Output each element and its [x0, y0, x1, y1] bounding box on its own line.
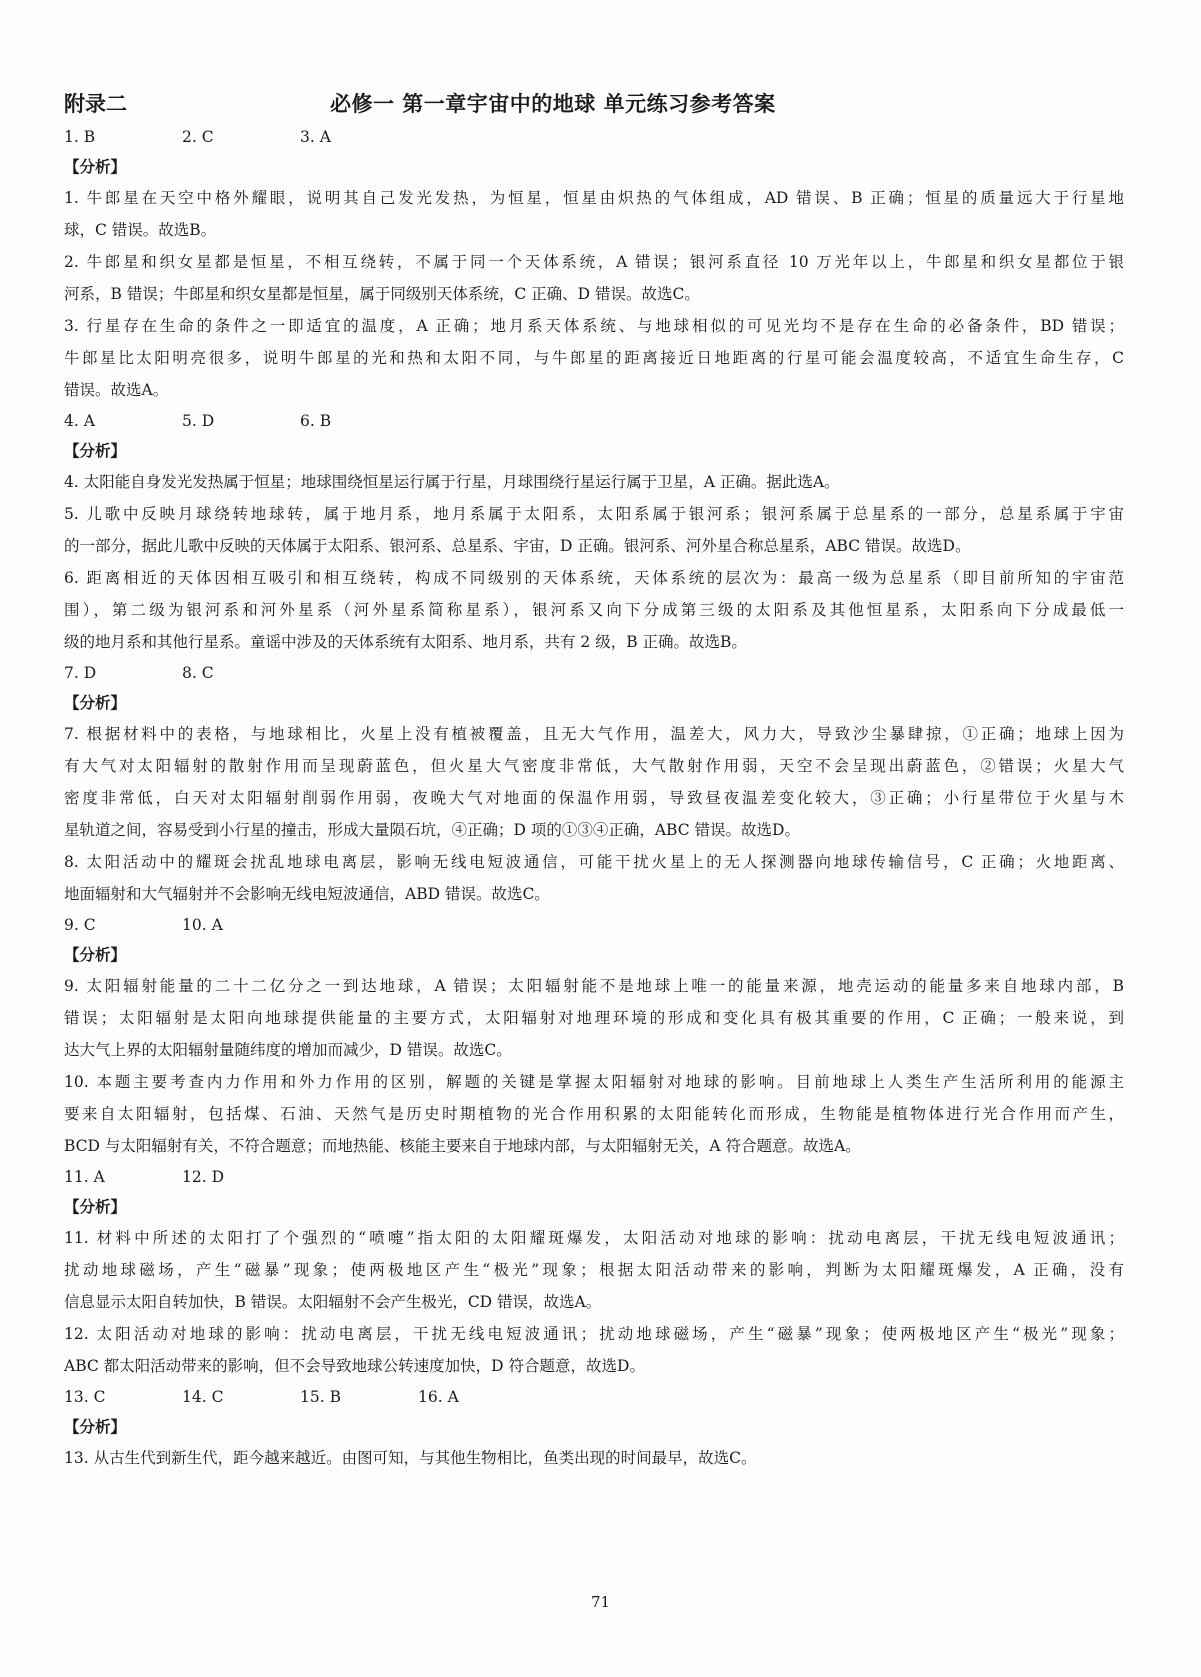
analysis-label: 【分析】 [64, 441, 127, 460]
answer-item: 11. A [64, 1168, 105, 1186]
answers-row [64, 910, 1124, 940]
answer-item: 5. D [182, 412, 215, 430]
explanation-paragraph [64, 246, 1124, 310]
paragraph-line: 错误。故选A。 [64, 381, 169, 399]
paragraph-line: 牛郎星比太阳明亮很多，说明牛郎星的光和热和太阳不同，与牛郎星的距离接近日地距离的行星可能会温度较高，不适宜生命生存，C [64, 349, 1124, 367]
paragraph-line: BCD 与太阳辐射有关，不符合题意；而地热能、核能主要来自于地球内部，与太阳辐射无关，A 符合题意。故选A。 [64, 1137, 861, 1155]
paragraph-line: 河系，B 错误；牛郎星和织女星都是恒星，属于同级别天体系统，C 正确、D 错误。故选C。 [64, 285, 700, 303]
paragraph-line: 8. 太阳活动中的耀斑会扰乱地球电离层，影响无线电短波通信，可能干扰火星上的无人探测器向地球传输信号，C 正确；火地距离、 [64, 853, 1124, 871]
paragraph-line: 2. 牛郎星和织女星都是恒星，不相互绕转，不属于同一个天体系统，A 错误；银河系直径 10 万光年以上，牛郎星和织女星都位于银 [64, 253, 1124, 271]
paragraph-line: 星轨道之间，容易受到小行星的撞击，形成大量陨石坑，④正确；D 项的①③④正确，ABC 错误。故选D。 [64, 821, 800, 839]
paragraph-line: 11. 材料中所述的太阳打了个强烈的“喷嚏”指太阳的太阳耀斑爆发，太阳活动对地球的影响：扰动电离层，干扰无线电短波通讯； [64, 1229, 1124, 1247]
answers-row [64, 1162, 1124, 1192]
explanation-paragraph [64, 1442, 1124, 1474]
explanation-paragraph [64, 846, 1124, 910]
answer-item: 1. B [64, 128, 96, 146]
answers-row [64, 406, 1124, 436]
analysis-label: 【分析】 [64, 693, 127, 712]
explanation-paragraph [64, 1318, 1124, 1382]
explanation-paragraph [64, 466, 1124, 498]
paragraph-line: 扰动地球磁场，产生“磁暴”现象；使两极地区产生“极光”现象；根据太阳活动带来的影响，判断为太阳耀斑爆发，A 正确，没有 [64, 1261, 1124, 1279]
paragraph-line: ABC 都太阳活动带来的影响，但不会导致地球公转速度加快，D 符合题意，故选D。 [64, 1357, 645, 1375]
answer-item: 4. A [64, 412, 95, 430]
page-header [64, 86, 1124, 122]
answer-item: 6. B [300, 412, 332, 430]
page-number: 71 [590, 1593, 611, 1611]
explanation-paragraph [64, 718, 1124, 846]
paragraph-line: 10. 本题主要考查内力作用和外力作用的区别，解题的关键是掌握太阳辐射对地球的影响。目前地球上人类生产生活所利用的能源主 [64, 1073, 1124, 1091]
explanation-paragraph [64, 182, 1124, 246]
answers-row [64, 1382, 1124, 1412]
explanation-paragraph [64, 970, 1124, 1066]
page-title: 必修一 第一章宇宙中的地球 单元练习参考答案 [330, 91, 776, 116]
answer-item: 15. B [300, 1388, 341, 1406]
paragraph-line: 4. 太阳能自身发光发热属于恒星；地球围绕恒星运行属于行星，月球围绕行星运行属于卫星，A 正确。据此选A。 [64, 473, 840, 491]
answer-key-content [64, 86, 1124, 1474]
paragraph-line: 信息显示太阳自转加快，B 错误。太阳辐射不会产生极光，CD 错误，故选A。 [64, 1293, 602, 1311]
answer-item: 3. A [300, 128, 331, 146]
answer-item: 13. C [64, 1388, 106, 1406]
explanation-paragraph [64, 562, 1124, 658]
paragraph-line: 有大气对太阳辐射的散射作用而呈现蔚蓝色，但火星大气密度非常低，大气散射作用弱，天空不会呈现出蔚蓝色，②错误；火星大气 [64, 757, 1124, 775]
explanation-paragraph [64, 310, 1124, 406]
paragraph-line: 密度非常低，白天对太阳辐射削弱作用弱，夜晚大气对地面的保温作用弱，导致昼夜温差变化较大，③正确；小行星带位于火星与木 [64, 789, 1124, 807]
answer-item: 8. C [182, 664, 214, 682]
paragraph-line: 5. 儿歌中反映月球绕转地球转，属于地月系，地月系属于太阳系，太阳系属于银河系；银河系属于总星系的一部分，总星系属于宇宙 [64, 505, 1124, 523]
explanation-paragraph [64, 1066, 1124, 1162]
paragraph-line: 地面辐射和大气辐射并不会影响无线电短波通信，ABD 错误。故选C。 [64, 885, 550, 903]
answer-item: 10. A [182, 916, 223, 934]
paragraph-line: 13. 从古生代到新生代，距今越来越近。由图可知，与其他生物相比，鱼类出现的时间最早，故选C。 [64, 1449, 757, 1467]
answer-item: 2. C [182, 128, 214, 146]
appendix-label: 附录二 [64, 91, 127, 116]
answer-item: 9. C [64, 916, 96, 934]
explanation-paragraph [64, 1222, 1124, 1318]
paragraph-line: 围），第二级为银河系和河外星系（河外星系简称星系），银河系又向下分成第三级的太阳系及其他恒星系，太阳系向下分成最低一 [64, 601, 1124, 619]
paragraph-line: 球，C 错误。故选B。 [64, 221, 217, 239]
paragraph-line: 要来自太阳辐射，包括煤、石油、天然气是历史时期植物的光合作用积累的太阳能转化而形成，生物能是植物体进行光合作用而产生， [64, 1105, 1124, 1123]
analysis-label: 【分析】 [64, 1197, 127, 1216]
paragraph-line: 3. 行星存在生命的条件之一即适宜的温度，A 正确；地月系天体系统、与地球相似的可见光均不是存在生命的必备条件，BD 错误； [64, 317, 1124, 335]
paragraph-line: 9. 太阳辐射能量的二十二亿分之一到达地球，A 错误；太阳辐射能不是地球上唯一的能量来源，地壳运动的能量多来自地球内部，B [64, 977, 1124, 995]
answers-row [64, 122, 1124, 152]
paragraph-line: 12. 太阳活动对地球的影响：扰动电离层，干扰无线电短波通讯；扰动地球磁场，产生“磁暴”现象；使两极地区产生“极光”现象； [64, 1325, 1124, 1343]
analysis-label: 【分析】 [64, 157, 127, 176]
answer-item: 14. C [182, 1388, 224, 1406]
analysis-label: 【分析】 [64, 1417, 127, 1436]
analysis-label: 【分析】 [64, 945, 127, 964]
answers-row [64, 658, 1124, 688]
paragraph-line: 6. 距离相近的天体因相互吸引和相互绕转，构成不同级别的天体系统，天体系统的层次为：最高一级为总星系（即目前所知的宇宙范 [64, 569, 1124, 587]
answer-blocks [64, 122, 1124, 1474]
paragraph-line: 的一部分，据此儿歌中反映的天体属于太阳系、银河系、总星系、宇宙，D 正确。银河系、河外星合称总星系，ABC 错误。故选D。 [64, 537, 971, 555]
explanation-paragraph [64, 498, 1124, 562]
paragraph-line: 级的地月系和其他行星系。童谣中涉及的天体系统有太阳系、地月系，共有 2 级，B 正确。故选B。 [64, 633, 747, 651]
answer-item: 16. A [418, 1388, 459, 1406]
paragraph-line: 1. 牛郎星在天空中格外耀眼，说明其自己发光发热，为恒星，恒星由炽热的气体组成，AD 错误、B 正确；恒星的质量远大于行星地 [64, 189, 1124, 207]
answer-item: 12. D [182, 1168, 225, 1186]
answer-item: 7. D [64, 664, 97, 682]
paragraph-line: 7. 根据材料中的表格，与地球相比，火星上没有植被覆盖，且无大气作用，温差大，风力大，导致沙尘暴肆掠，①正确；地球上因为 [64, 725, 1124, 743]
paragraph-line: 达大气上界的太阳辐射量随纬度的增加而减少，D 错误。故选C。 [64, 1041, 512, 1059]
paragraph-line: 错误；太阳辐射是太阳向地球提供能量的主要方式，太阳辐射对地理环境的形成和变化具有极其重要的作用，C 正确；一般来说，到 [64, 1009, 1124, 1027]
